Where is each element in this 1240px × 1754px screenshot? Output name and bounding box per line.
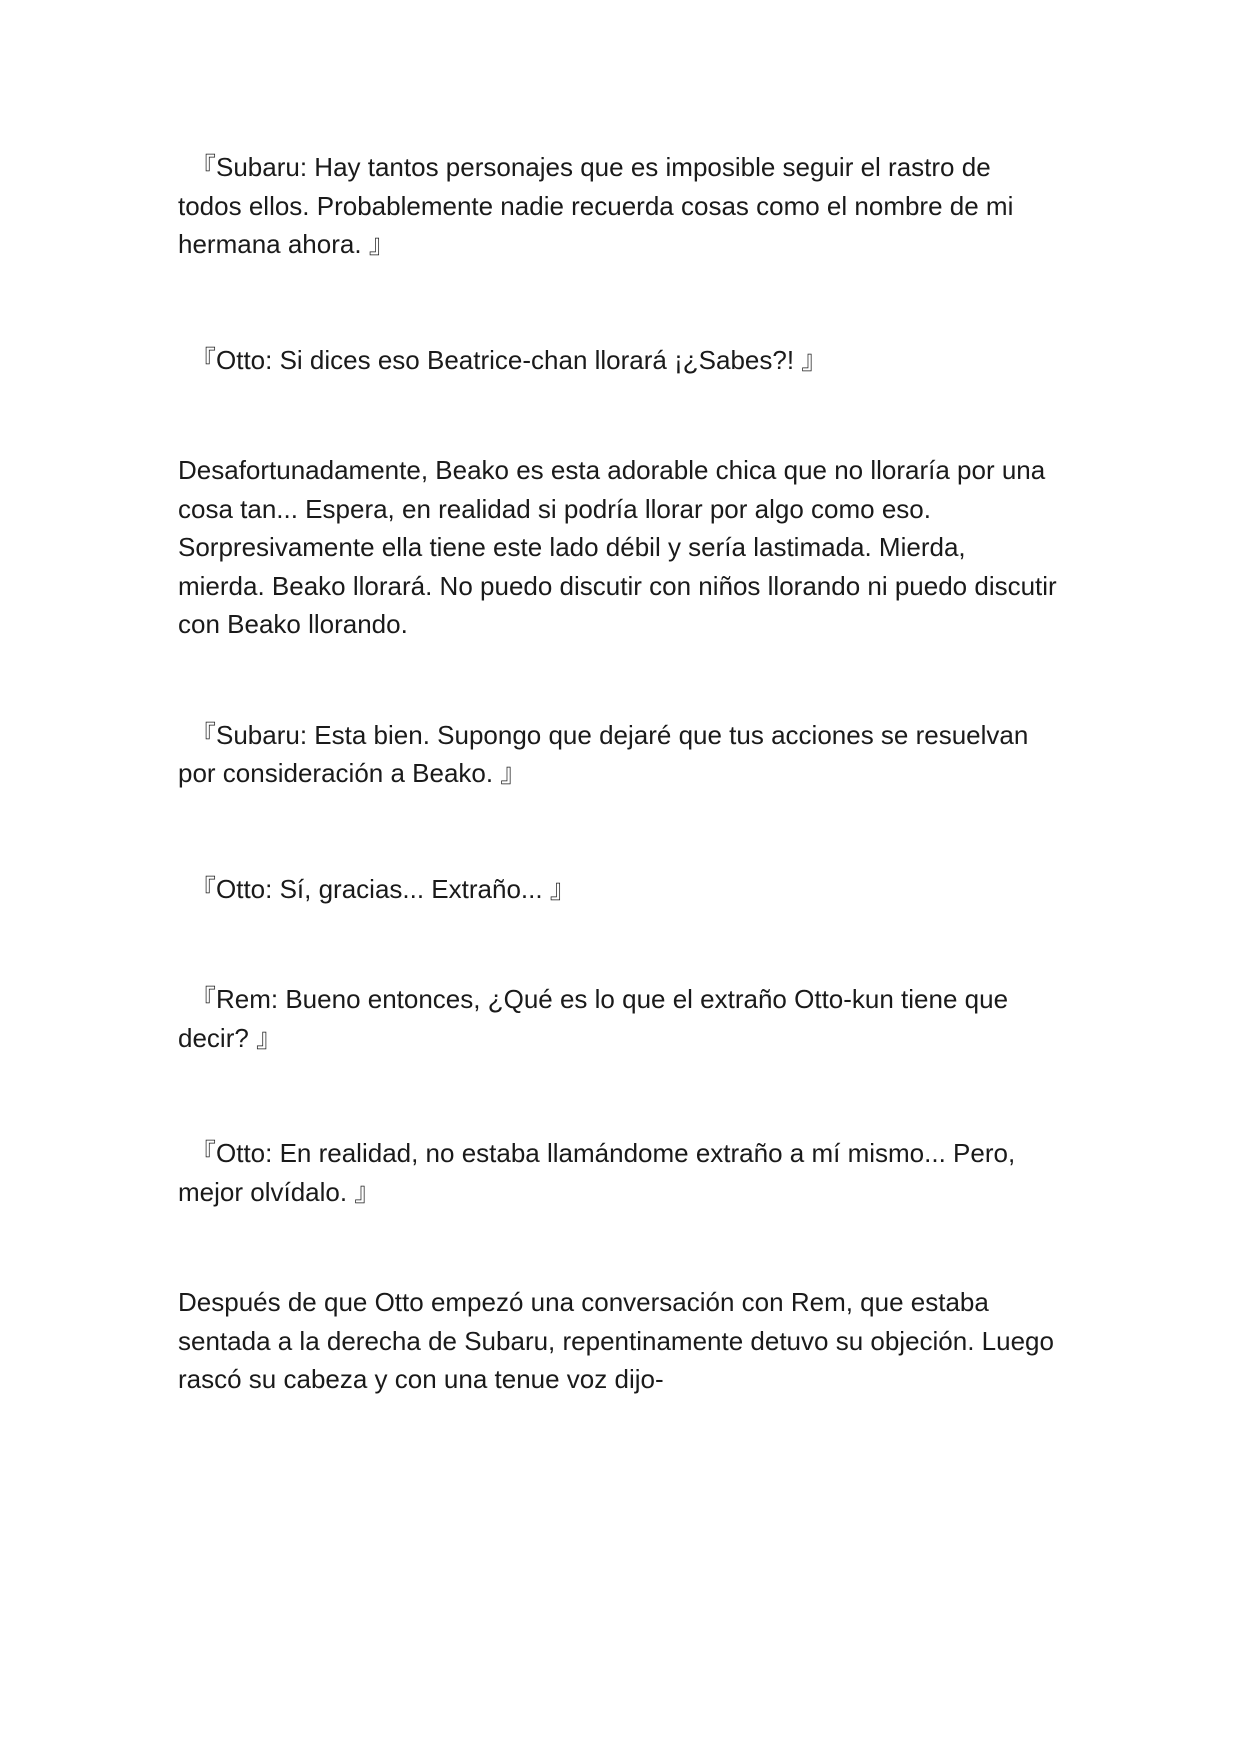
paragraph-rem-1: 『Rem: Bueno entonces, ¿Qué es lo que el extraño Otto-kun tiene que decir? 』: [178, 984, 1009, 1053]
paragraph-otto-2: 『Otto: Sí, gracias... Extraño... 』: [190, 873, 576, 904]
paragraph-otto-1: 『Otto: Si dices eso Beatrice-chan llorará ¡¿Sabes?! 』: [190, 344, 828, 375]
document-body: [178, 148, 1058, 1399]
paragraph-narration-1: Desafortunadamente, Beako es esta adorable chica que no lloraría por una cosa tan... Espera, en realidad si podría llorar por algo como eso. Sorpresivamente ella tiene este lado débil y sería lastimada. Mierda, mierda. Beako llorará. No puedo discutir con niños llorando ni puedo discutir con Beako llorando.: [178, 455, 1057, 639]
paragraph-subaru-1: 『Subaru: Hay tantos personajes que es imposible seguir el rastro de todos ellos. Probablemente nadie recuerda cosas como el nombre de mi hermana ahora. 』: [178, 152, 1014, 259]
paragraph-subaru-2: 『Subaru: Esta bien. Supongo que dejaré que tus acciones se resuelvan por consideración a Beako. 』: [178, 719, 1029, 788]
paragraph-narration-2: Después de que Otto empezó una conversación con Rem, que estaba sentada a la derecha de Subaru, repentinamente detuvo su objeción. Luego rascó su cabeza y con una tenue voz dijo-: [178, 1287, 1054, 1394]
paragraph-otto-3: 『Otto: En realidad, no estaba llamándome extraño a mí mismo... Pero, mejor olvídalo. 』: [178, 1138, 1016, 1207]
